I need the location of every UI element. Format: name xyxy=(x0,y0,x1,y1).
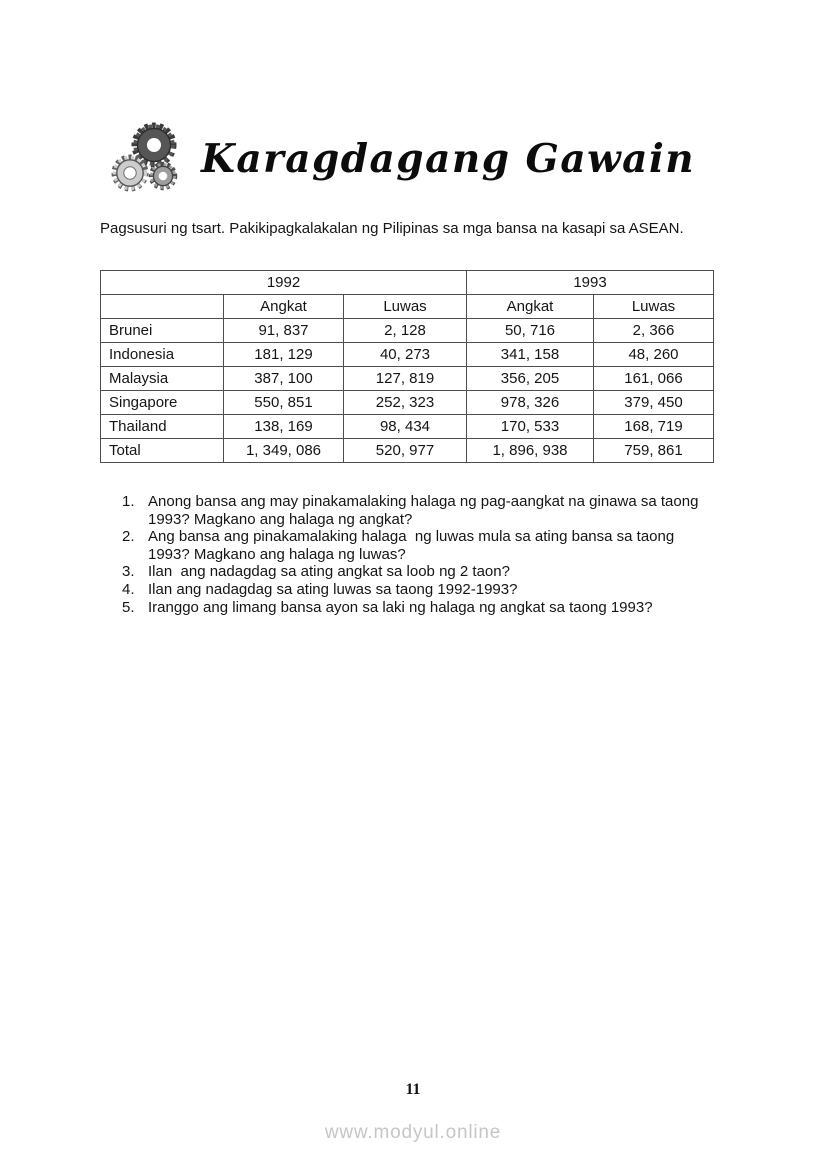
row-label: Thailand xyxy=(101,415,224,439)
year-header-1993: 1993 xyxy=(467,271,714,295)
cell-value: 2, 128 xyxy=(344,319,467,343)
cell-value: 98, 434 xyxy=(344,415,467,439)
asean-trade-table xyxy=(100,270,714,463)
cell-value: 379, 450 xyxy=(594,391,714,415)
cell-value: 161, 066 xyxy=(594,367,714,391)
question-number: 5. xyxy=(122,598,135,616)
section-header xyxy=(106,118,695,200)
row-label: Indonesia xyxy=(101,343,224,367)
question-number: 1. xyxy=(122,493,135,510)
question-line: Ilan ang nadagdag sa ating luwas sa taong 1992-1993? xyxy=(148,580,518,598)
table-row-brunei xyxy=(101,319,714,343)
cell-value: 2, 366 xyxy=(594,319,714,343)
table-row-thailand xyxy=(101,415,714,439)
table-row-singapore xyxy=(101,391,714,415)
column-header-row xyxy=(101,295,714,319)
question-line: 1993? Magkano ang halaga ng luwas? xyxy=(148,545,406,563)
cell-value: 550, 851 xyxy=(224,391,344,415)
row-label: Brunei xyxy=(101,319,224,343)
question-text xyxy=(148,493,722,528)
cell-value: 356, 205 xyxy=(467,367,594,391)
questions-list xyxy=(122,493,722,616)
intro-text: Pagsusuri ng tsart. Pakikipagkalakalan ng Pilipinas sa mga bansa na kasapi sa ASEAN. xyxy=(100,220,684,237)
row-label: Total xyxy=(101,439,224,463)
row-label: Singapore xyxy=(101,391,224,415)
question-line: Ang bansa ang pinakamalaking halaga ng luwas mula sa ating bansa sa taong xyxy=(148,528,675,546)
cell-value: 40, 273 xyxy=(344,343,467,367)
cell-value: 181, 129 xyxy=(224,343,344,367)
cell-value: 91, 837 xyxy=(224,319,344,343)
table-row-malaysia xyxy=(101,367,714,391)
cell-value: 50, 716 xyxy=(467,319,594,343)
col-header-angkat-1993: Angkat xyxy=(467,295,594,319)
cell-value: 138, 169 xyxy=(224,415,344,439)
col-header-angkat-1992: Angkat xyxy=(224,295,344,319)
question-number: 2. xyxy=(122,528,135,546)
question-text xyxy=(148,599,722,617)
cell-value: 252, 323 xyxy=(344,391,467,415)
question-number: 4. xyxy=(122,580,135,598)
table-row-total xyxy=(101,439,714,463)
row-label: Malaysia xyxy=(101,367,224,391)
question-line: Iranggo ang limang bansa ayon sa laki ng halaga ng angkat sa taong 1993? xyxy=(148,598,653,616)
col-header-luwas-1992: Luwas xyxy=(344,295,467,319)
question-item-1 xyxy=(122,493,722,528)
page-title: Karagdagang Gawain xyxy=(201,136,696,182)
question-text xyxy=(148,563,722,581)
cell-value: 170, 533 xyxy=(467,415,594,439)
year-header-1992: 1992 xyxy=(101,271,467,295)
question-item-3 xyxy=(122,563,722,581)
cell-value: 1, 896, 938 xyxy=(467,439,594,463)
question-item-5 xyxy=(122,599,722,617)
col-header-luwas-1993: Luwas xyxy=(594,295,714,319)
question-item-4 xyxy=(122,581,722,599)
cell-value: 48, 260 xyxy=(594,343,714,367)
question-line: Ilan ang nadagdag sa ating angkat sa loob ng 2 taon? xyxy=(148,563,510,581)
cell-value: 127, 819 xyxy=(344,367,467,391)
question-text xyxy=(148,528,722,563)
cell-value: 341, 158 xyxy=(467,343,594,367)
cell-value: 978, 326 xyxy=(467,391,594,415)
cell-value: 1, 349, 086 xyxy=(224,439,344,463)
cell-value: 520, 977 xyxy=(344,439,467,463)
cell-value: 387, 100 xyxy=(224,367,344,391)
question-line: 1993? Magkano ang halaga ng angkat? xyxy=(148,510,413,528)
corner-cell xyxy=(101,295,224,319)
cell-value: 168, 719 xyxy=(594,415,714,439)
question-item-2 xyxy=(122,528,722,563)
watermark: www.modyul.online xyxy=(324,1122,502,1143)
question-line: Anong bansa ang may pinakamalaking halaga ng pag-aangkat na ginawa sa taong xyxy=(148,493,699,510)
table-row-indonesia xyxy=(101,343,714,367)
gears-icon xyxy=(106,118,196,200)
cell-value: 759, 861 xyxy=(594,439,714,463)
page-number: 11 xyxy=(405,1081,421,1098)
question-number: 3. xyxy=(122,563,135,581)
question-text xyxy=(148,581,722,599)
year-header-row xyxy=(101,271,714,295)
